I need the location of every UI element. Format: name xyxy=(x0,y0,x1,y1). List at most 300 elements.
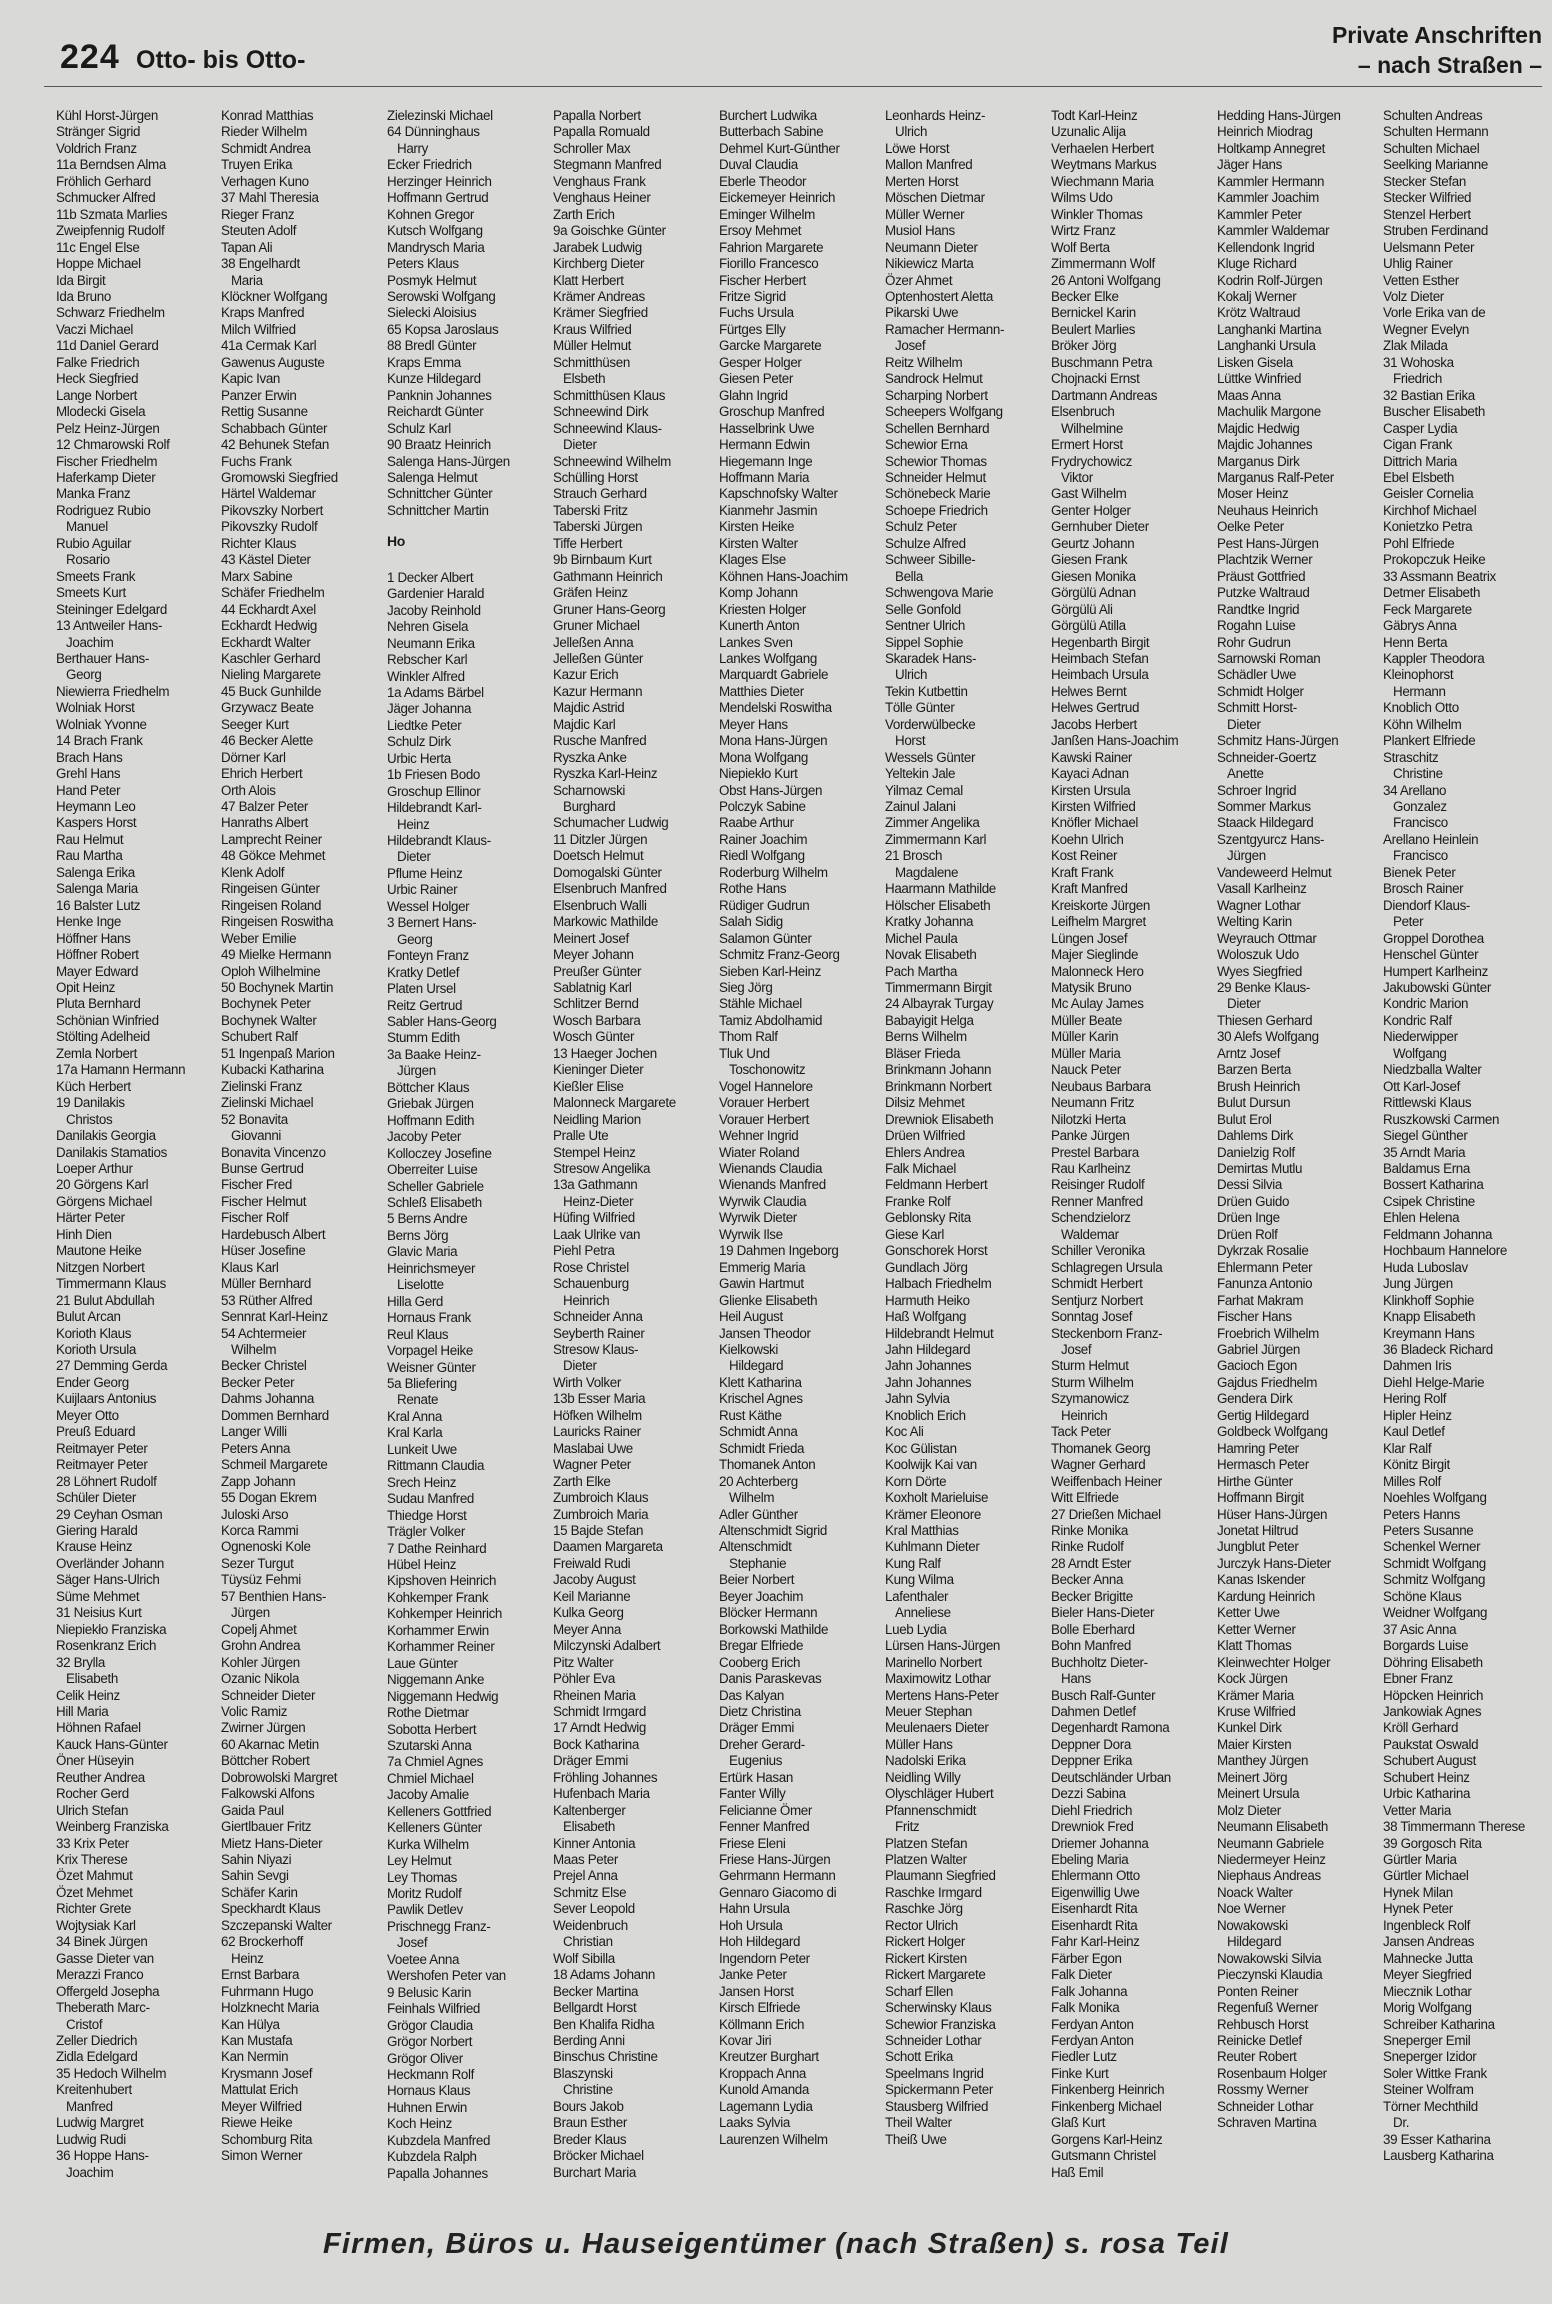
directory-entry: Özet Mahmut xyxy=(56,1868,133,1884)
directory-entry: Schneider Anna xyxy=(553,1309,643,1325)
directory-entry: Laurenzen Wilhelm xyxy=(719,2131,828,2147)
directory-entry: Froebrich Wilhelm xyxy=(1217,1325,1319,1341)
directory-entry: Manfred xyxy=(66,2098,113,2114)
directory-entry: Gasse Dieter van xyxy=(56,1950,154,1966)
directory-entry: Gardenier Harald xyxy=(387,586,485,602)
directory-entry: Kammler Hermann xyxy=(1217,173,1325,189)
directory-entry: Volz Dieter xyxy=(1383,288,1444,304)
directory-entry: 13b Esser Maria xyxy=(553,1391,646,1407)
directory-entry: Peter xyxy=(1393,914,1424,930)
directory-entry: Pöhler Eva xyxy=(553,1671,616,1687)
directory-entry: Langhanki Ursula xyxy=(1217,338,1316,354)
directory-entry: Kielkowski xyxy=(719,1341,779,1357)
directory-entry: Jäger Johanna xyxy=(387,701,472,717)
directory-entry: Preußer Günter xyxy=(553,963,642,979)
directory-entry: Randtke Ingrid xyxy=(1217,601,1300,617)
directory-column-7 xyxy=(1051,108,1215,2206)
directory-entry: Korioth Klaus xyxy=(56,1325,132,1341)
directory-entry: Mendelski Roswitha xyxy=(719,700,832,716)
directory-entry: Bulut Erol xyxy=(1217,1111,1272,1127)
directory-entry: Elsenbruch Walli xyxy=(553,897,647,913)
directory-entry: Dieter xyxy=(1227,996,1261,1012)
directory-entry: Kirchberg Dieter xyxy=(553,256,645,272)
directory-entry: Kratky Johanna xyxy=(885,914,974,930)
directory-entry: 65 Kopsa Jaroslaus xyxy=(387,321,499,337)
directory-entry: Anette xyxy=(1227,766,1264,782)
directory-entry: Hilla Gerd xyxy=(387,1293,444,1309)
directory-entry: Harry xyxy=(397,140,428,156)
directory-entry: 35 Arndt Maria xyxy=(1383,1144,1466,1160)
directory-entry: Noehles Wolfgang xyxy=(1383,1490,1487,1506)
directory-entry: Wagner Gerhard xyxy=(1051,1457,1146,1473)
directory-entry: Köhn Wilhelm xyxy=(1383,716,1462,732)
directory-entry: Reitz Gertrud xyxy=(387,997,463,1013)
directory-entry: Kauck Hans-Günter xyxy=(56,1736,168,1752)
directory-entry: Bröcker Michael xyxy=(553,2148,644,2164)
directory-entry: Helwes Gertrud xyxy=(1051,700,1140,716)
directory-entry: Kardung Heinrich xyxy=(1217,1588,1315,1604)
directory-entry: Meinert Josef xyxy=(553,930,629,946)
directory-entry: Laue Günter xyxy=(387,1655,458,1671)
directory-entry: Heil August xyxy=(719,1309,783,1325)
directory-entry: Joachim xyxy=(66,634,114,650)
directory-entry: Panknin Johannes xyxy=(387,387,492,403)
directory-entry: Soler Wittke Frank xyxy=(1383,2065,1487,2081)
directory-entry: Kunkel Dirk xyxy=(1217,1720,1282,1736)
directory-entry: 52 Bonavita xyxy=(221,1111,288,1127)
directory-entry: Roderburg Wilhelm xyxy=(719,864,828,880)
directory-entry: Schäfer Friedhelm xyxy=(221,585,325,601)
directory-entry: Markowic Mathilde xyxy=(553,914,658,930)
directory-entry: Hoh Ursula xyxy=(719,1917,783,1933)
directory-entry: Sandrock Helmut xyxy=(885,371,983,387)
directory-entry: Fischer Herbert xyxy=(719,272,807,288)
directory-entry: Janßen Hans-Joachim xyxy=(1051,733,1179,749)
directory-entry: Tölle Günter xyxy=(885,700,955,716)
directory-entry: Kreiskorte Jürgen xyxy=(1051,897,1150,913)
directory-entry: Hoffmann Maria xyxy=(719,469,810,485)
directory-entry: Kubzdela Ralph xyxy=(387,2149,477,2165)
directory-entry: Stausberg Wilfried xyxy=(885,2098,989,2114)
directory-entry: Kammler Peter xyxy=(1217,206,1302,222)
directory-entry: Schöne Klaus xyxy=(1383,1588,1462,1604)
directory-entry: Buscher Elisabeth xyxy=(1383,404,1485,420)
directory-entry: Arellano Heinlein xyxy=(1383,831,1479,847)
directory-entry: Buchholtz Dieter- xyxy=(1051,1654,1148,1670)
directory-entry: Klinkhoff Sophie xyxy=(1383,1292,1474,1308)
directory-column-8 xyxy=(1217,108,1381,2206)
directory-entry: Vorderwülbecke xyxy=(885,716,976,732)
directory-entry: Hanraths Albert xyxy=(221,815,309,831)
directory-entry: Hoffmann Birgit xyxy=(1217,1490,1304,1506)
directory-entry: Hildegard xyxy=(729,1358,784,1374)
directory-entry: Seeger Kurt xyxy=(221,716,289,732)
directory-entry: Ludwig Margret xyxy=(56,2115,144,2131)
directory-entry: Feck Margarete xyxy=(1383,601,1472,617)
directory-entry: Salamon Günter xyxy=(719,930,812,946)
directory-entry: Peters Hanns xyxy=(1383,1506,1460,1522)
directory-entry: Peters Klaus xyxy=(387,256,459,272)
directory-entry: Mietz Hans-Dieter xyxy=(221,1835,323,1851)
directory-entry: Richter Klaus xyxy=(221,535,297,551)
directory-entry: Uelsmann Peter xyxy=(1383,239,1475,255)
directory-entry: 53 Rüther Alfred xyxy=(221,1292,313,1308)
directory-entry: Stumm Edith xyxy=(387,1030,460,1046)
directory-entry: 20 Achterberg xyxy=(719,1473,798,1489)
directory-entry: Klaus Karl xyxy=(221,1259,279,1275)
directory-entry: Hirthe Günter xyxy=(1217,1473,1293,1489)
directory-entry: 21 Bulut Abdullah xyxy=(56,1292,155,1308)
directory-entry: Scheller Gabriele xyxy=(387,1178,484,1194)
directory-entry: Neumann Elisabeth xyxy=(1217,1819,1328,1835)
directory-entry: Schmitz Franz-Georg xyxy=(719,947,840,963)
directory-entry: Wegner Evelyn xyxy=(1383,321,1470,337)
directory-entry: Kraus Wilfried xyxy=(553,321,632,337)
directory-entry: Schubert Ralf xyxy=(221,1029,298,1045)
directory-entry: Kunze Hildegard xyxy=(387,371,481,387)
directory-entry: Hüser Josefine xyxy=(221,1243,306,1259)
directory-entry: Eisenhardt Rita xyxy=(1051,1917,1138,1933)
directory-entry: Christine xyxy=(563,2082,613,2098)
directory-entry: Knoblich Erich xyxy=(885,1407,966,1423)
directory-entry: 35 Hedoch Wilhelm xyxy=(56,2065,167,2081)
directory-entry: 17 Arndt Hedwig xyxy=(553,1720,647,1736)
directory-entry: Becker Christel xyxy=(221,1358,307,1374)
directory-entry: Mertens Hans-Peter xyxy=(885,1687,999,1703)
directory-entry: Ebel Elsbeth xyxy=(1383,469,1454,485)
directory-entry: Overländer Johann xyxy=(56,1555,164,1571)
directory-entry: Richter Grete xyxy=(56,1901,132,1917)
directory-entry: Hildebrandt Karl- xyxy=(387,800,482,816)
directory-entry: Korhammer Reiner xyxy=(387,1639,495,1655)
directory-entry: Uhlig Rainer xyxy=(1383,256,1453,272)
directory-entry: Beyer Joachim xyxy=(719,1588,804,1604)
directory-entry: Ferdyan Anton xyxy=(1051,2033,1134,2049)
directory-entry: Cooberg Erich xyxy=(719,1654,801,1670)
directory-entry: Szentgyurcz Hans- xyxy=(1217,831,1325,847)
directory-entry: Ringeisen Roland xyxy=(221,897,322,913)
directory-entry: Genter Holger xyxy=(1051,502,1131,518)
directory-entry: Falke Friedrich xyxy=(56,354,140,370)
directory-entry: Oberreiter Luise xyxy=(387,1162,478,1178)
directory-entry: Emmerig Maria xyxy=(719,1259,806,1275)
directory-entry: Rittlewski Klaus xyxy=(1383,1095,1472,1111)
directory-entry: Platzen Walter xyxy=(885,1852,967,1868)
directory-entry: Becker Martina xyxy=(553,1983,639,1999)
directory-entry: Wilms Udo xyxy=(1051,190,1113,206)
directory-entry: Scherwinsky Klaus xyxy=(885,2000,992,2016)
directory-entry: Schüler Dieter xyxy=(56,1490,136,1506)
directory-entry: Freiwald Rudi xyxy=(553,1555,631,1571)
directory-entry: Steckenborn Franz- xyxy=(1051,1325,1163,1341)
directory-entry: Hornaus Frank xyxy=(387,1310,472,1326)
directory-entry: Müller Maria xyxy=(1051,1045,1121,1061)
directory-entry: Sneperger Emil xyxy=(1383,2033,1471,2049)
directory-entry: 37 Asic Anna xyxy=(1383,1621,1457,1637)
directory-entry: Zwirner Jürgen xyxy=(221,1720,306,1736)
directory-entry: Schendzielorz xyxy=(1051,1210,1131,1226)
directory-entry: Hegenbarth Birgit xyxy=(1051,634,1150,650)
directory-entry: Falk Michael xyxy=(885,1161,956,1176)
directory-entry: Pest Hans-Jürgen xyxy=(1217,535,1319,551)
directory-entry: Bellgardt Horst xyxy=(553,2000,637,2016)
directory-entry: Reitmayer Peter xyxy=(56,1440,148,1456)
directory-entry: Voetee Anna xyxy=(387,1951,460,1967)
directory-entry: Nauck Peter xyxy=(1051,1062,1121,1078)
footer-note: Firmen, Büros u. Hauseigentümer (nach Straßen) s. rosa Teil xyxy=(322,2228,1230,2260)
directory-entry: Weytmans Markus xyxy=(1051,157,1157,173)
directory-entry: Szymanowicz xyxy=(1051,1391,1130,1407)
directory-entry: Böttcher Robert xyxy=(221,1753,310,1769)
directory-entry: Pach Martha xyxy=(885,963,958,979)
directory-entry: Ermert Horst xyxy=(1051,437,1123,453)
directory-entry: Mona Wolfgang xyxy=(719,749,808,765)
directory-entry: Platen Ursel xyxy=(387,981,456,997)
directory-entry: 32 Brylla xyxy=(56,1654,105,1670)
directory-entry: Zweipfennig Rudolf xyxy=(56,223,165,239)
directory-entry: Rector Ulrich xyxy=(885,1917,958,1933)
directory-entry: Timmermann Birgit xyxy=(885,980,992,996)
directory-entry: Hermann Edwin xyxy=(719,437,810,453)
directory-entry: Ehlen Helena xyxy=(1383,1210,1460,1226)
directory-entry: Salenga Maria xyxy=(56,881,138,897)
directory-entry: Schlagregen Ursula xyxy=(1051,1259,1163,1275)
directory-entry: Schneider-Goertz xyxy=(1217,749,1317,765)
directory-entry: Heinrich xyxy=(1061,1407,1108,1423)
directory-entry: Weidner Wolfgang xyxy=(1383,1605,1488,1621)
directory-entry: Elsenbruch Manfred xyxy=(553,881,667,897)
directory-entry: Ulrich xyxy=(895,124,928,140)
directory-entry: Tüysüz Fehmi xyxy=(221,1572,301,1588)
directory-entry: Haferkamp Dieter xyxy=(56,469,156,485)
directory-entry: Jacoby Reinhold xyxy=(387,602,481,618)
directory-entry: Schnittcher Martin xyxy=(387,502,489,518)
directory-entry: Wosch Günter xyxy=(553,1029,635,1045)
directory-entry: Rickert Margarete xyxy=(885,1967,986,1983)
directory-entry: Rickert Holger xyxy=(885,1934,965,1950)
directory-entry: Eckhardt Walter xyxy=(221,634,311,650)
directory-entry: Öner Hüseyin xyxy=(56,1753,134,1769)
directory-entry: Schmidt Andrea xyxy=(221,140,311,156)
directory-entry: 54 Achtermeier xyxy=(221,1325,307,1341)
directory-entry: Cristof xyxy=(66,2016,103,2032)
directory-entry: Pfannenschmidt xyxy=(885,1802,977,1818)
directory-entry: Niephaus Andreas xyxy=(1217,1868,1321,1884)
directory-entry: Vorauer Herbert xyxy=(719,1095,810,1111)
directory-entry: Schmucker Alfred xyxy=(56,190,156,206)
directory-entry: Musiol Hans xyxy=(885,223,955,239)
directory-entry: Sneperger Izidor xyxy=(1383,2049,1477,2065)
directory-entry: 29 Benke Klaus- xyxy=(1217,980,1311,996)
directory-entry: Sieg Jörg xyxy=(719,980,773,996)
directory-entry: 16 Balster Lutz xyxy=(56,897,141,913)
directory-entry: Zeller Diedrich xyxy=(56,2033,138,2049)
directory-entry: Zlak Milada xyxy=(1383,338,1448,354)
directory-entry: Giese Karl xyxy=(885,1226,945,1242)
directory-entry: Schmitz Wolfgang xyxy=(1383,1572,1486,1588)
directory-entry: Speelmans Ingrid xyxy=(885,2065,984,2081)
directory-entry: Kraps Manfred xyxy=(221,305,305,321)
directory-entry: Hoffmann Edith xyxy=(387,1112,475,1128)
directory-entry: Köhnen Hans-Joachim xyxy=(719,568,848,584)
directory-entry: Kapic Ivan xyxy=(221,371,281,387)
directory-entry: Görgülü Adnan xyxy=(1051,585,1136,601)
directory-entry: Stölting Adelheid xyxy=(56,1029,150,1045)
directory-entry: Friedrich xyxy=(1393,371,1442,387)
directory-entry: Friese Eleni xyxy=(719,1835,786,1851)
directory-entry: Thiesen Gerhard xyxy=(1217,1012,1313,1028)
directory-entry: Rainer Joachim xyxy=(719,831,808,847)
directory-entry: Matysik Bruno xyxy=(1051,980,1132,996)
directory-entry: Majdic Karl xyxy=(553,716,616,732)
directory-entry: Gonschorek Horst xyxy=(885,1243,988,1259)
directory-entry: Ramacher Hermann- xyxy=(885,321,1005,337)
directory-entry: Jürgen xyxy=(1227,848,1266,864)
directory-entry: Wolniak Horst xyxy=(56,700,135,716)
directory-entry: Ingendorn Peter xyxy=(719,1950,810,1966)
directory-entry: Kondric Marion xyxy=(1383,996,1469,1012)
directory-entry: Neuhaus Heinrich xyxy=(1217,502,1318,518)
directory-entry: Eminger Wilhelm xyxy=(719,206,815,222)
directory-entry: Schulten Hermann xyxy=(1383,124,1489,140)
directory-entry: Piehl Petra xyxy=(553,1243,615,1259)
directory-entry: Niepiekło Franziska xyxy=(56,1621,167,1637)
directory-entry: Pelz Heinz-Jürgen xyxy=(56,420,160,436)
directory-entry: Kroppach Anna xyxy=(719,2065,807,2081)
directory-entry: Pluta Bernhard xyxy=(56,996,141,1012)
directory-entry: Küch Herbert xyxy=(56,1078,131,1094)
section-title-line-2: – nach Straßen – xyxy=(1357,52,1542,78)
directory-entry: Klett Katharina xyxy=(719,1374,802,1390)
directory-entry: Dartmann Andreas xyxy=(1051,387,1158,403)
directory-entry: 62 Brockerhoff xyxy=(221,1934,303,1950)
directory-entry: Steininger Edelgard xyxy=(56,601,167,617)
directory-entry: Langhanki Martina xyxy=(1217,321,1322,337)
directory-entry: Georg xyxy=(397,931,433,947)
directory-entry: Copelj Ahmet xyxy=(221,1621,297,1637)
directory-entry: 90 Braatz Heinrich xyxy=(387,437,491,453)
directory-entry: Vogel Hannelore xyxy=(719,1078,813,1094)
directory-entry: Maria xyxy=(231,272,263,288)
directory-entry: Seelking Marianne xyxy=(1383,157,1488,173)
directory-entry: Kolloczey Josefine xyxy=(387,1145,492,1161)
directory-entry: Panke Jürgen xyxy=(1051,1128,1130,1144)
directory-entry: Keil Marianne xyxy=(553,1588,631,1604)
directory-entry: Toschonowitz xyxy=(729,1062,806,1078)
directory-entry: 3a Baake Heinz- xyxy=(387,1046,481,1062)
directory-entry: Zimmermann Wolf xyxy=(1051,256,1155,272)
directory-entry: Ebner Franz xyxy=(1383,1671,1453,1687)
directory-entry: Hedding Hans-Jürgen xyxy=(1217,108,1341,123)
directory-entry: Ehrich Herbert xyxy=(221,766,303,782)
directory-entry: Haß Wolfgang xyxy=(885,1309,967,1325)
directory-entry: Staack Hildegard xyxy=(1217,815,1314,831)
directory-entry: Christos xyxy=(66,1111,113,1127)
page-number: 224 xyxy=(60,38,120,76)
directory-entry: Wershofen Peter van xyxy=(387,1968,506,1984)
directory-entry: 38 Timmermann Therese xyxy=(1383,1819,1525,1835)
directory-entry: Hynek Peter xyxy=(1383,1901,1453,1917)
directory-entry: Celik Heinz xyxy=(56,1687,120,1703)
directory-entry: Tack Peter xyxy=(1051,1424,1111,1440)
directory-entry: Friese Hans-Jürgen xyxy=(719,1852,831,1868)
directory-entry: Hasselbrink Uwe xyxy=(719,420,815,436)
directory-entry: Neumann Dieter xyxy=(885,239,978,255)
directory-entry: Schmidt Holger xyxy=(1217,683,1304,699)
directory-entry: Ender Georg xyxy=(56,1374,129,1390)
directory-entry: 46 Becker Alette xyxy=(221,733,313,749)
directory-entry: Casper Lydia xyxy=(1383,420,1458,436)
directory-entry: Ehlers Andrea xyxy=(885,1144,965,1160)
directory-entry: Zielinski Michael xyxy=(221,1095,314,1111)
directory-entry: Zemla Norbert xyxy=(56,1045,138,1061)
directory-entry: Degenhardt Ramona xyxy=(1051,1720,1170,1736)
directory-entry: Berns Wilhelm xyxy=(885,1029,967,1045)
directory-entry: 33 Assmann Beatrix xyxy=(1383,568,1496,584)
directory-entry: Tamiz Abdolhamid xyxy=(719,1012,823,1028)
directory-entry: Pikovszky Rudolf xyxy=(221,519,318,535)
directory-entry: Milczynski Adalbert xyxy=(553,1638,661,1654)
directory-entry: Chojnacki Ernst xyxy=(1051,371,1140,387)
directory-entry: Kianmehr Jasmin xyxy=(719,502,818,518)
directory-entry: Özer Ahmet xyxy=(885,272,953,288)
directory-entry: Fritze Sigrid xyxy=(719,288,786,304)
directory-entry: Kruse Wilfried xyxy=(1217,1703,1296,1719)
directory-entry: Marganus Ralf-Peter xyxy=(1217,469,1334,485)
directory-entry: Ley Thomas xyxy=(387,1869,457,1885)
directory-entry: Knapp Elisabeth xyxy=(1383,1309,1476,1325)
directory-entry: Höffner Hans xyxy=(56,930,131,946)
directory-entry: Fanter Willy xyxy=(719,1786,786,1802)
directory-entry: Kirsten Wilfried xyxy=(1051,799,1136,815)
directory-entry: Daamen Margareta xyxy=(553,1539,663,1555)
directory-entry: Hildebrandt Helmut xyxy=(885,1325,994,1341)
directory-entry: Borgards Luise xyxy=(1383,1638,1469,1654)
directory-entry: Müller Hans xyxy=(885,1736,953,1752)
directory-entry: Das Kalyan xyxy=(719,1687,784,1703)
directory-entry: Sever Leopold xyxy=(553,1901,635,1917)
directory-entry: 31 Wohoska xyxy=(1383,354,1454,370)
directory-entry: Schewior Erna xyxy=(885,437,968,453)
directory-entry: Wilhelm xyxy=(231,1341,277,1357)
directory-entry: Glienke Elisabeth xyxy=(719,1292,818,1308)
directory-entry: Fritz xyxy=(895,1819,920,1835)
directory-entry: 36 Bladeck Richard xyxy=(1383,1341,1493,1357)
directory-entry: Urbic Katharina xyxy=(1383,1786,1471,1802)
directory-entry: Lamprecht Reiner xyxy=(221,831,322,847)
directory-entry: Griebak Jürgen xyxy=(387,1096,474,1112)
directory-entry: Optenhostert Aletta xyxy=(885,288,993,304)
directory-entry: Kaspers Horst xyxy=(56,815,137,831)
directory-entry: Helwes Bernt xyxy=(1051,683,1127,699)
directory-entry: Bock Katharina xyxy=(553,1736,639,1752)
directory-entry: Gäbrys Anna xyxy=(1383,618,1457,634)
directory-entry: Jahn Hildegard xyxy=(885,1341,971,1357)
directory-entry: Schmitz Hans-Jürgen xyxy=(1217,733,1339,749)
directory-entry: Wolf Berta xyxy=(1051,239,1110,255)
directory-entry: Eberle Theodor xyxy=(719,173,807,189)
directory-entry: Jansen Theodor xyxy=(719,1325,811,1341)
directory-entry: Stenzel Herbert xyxy=(1383,206,1471,222)
directory-column-9 xyxy=(1383,108,1544,2206)
directory-entry: Schäfer Karin xyxy=(221,1884,298,1900)
directory-entry: Finke Kurt xyxy=(1051,2065,1109,2081)
directory-entry: Krämer Andreas xyxy=(553,288,645,304)
directory-entry: Reisinger Rudolf xyxy=(1051,1177,1145,1193)
directory-entry: Dahmen Iris xyxy=(1383,1358,1452,1374)
directory-entry: Wirtz Franz xyxy=(1051,223,1116,239)
directory-entry: Klatt Thomas xyxy=(1217,1638,1292,1654)
